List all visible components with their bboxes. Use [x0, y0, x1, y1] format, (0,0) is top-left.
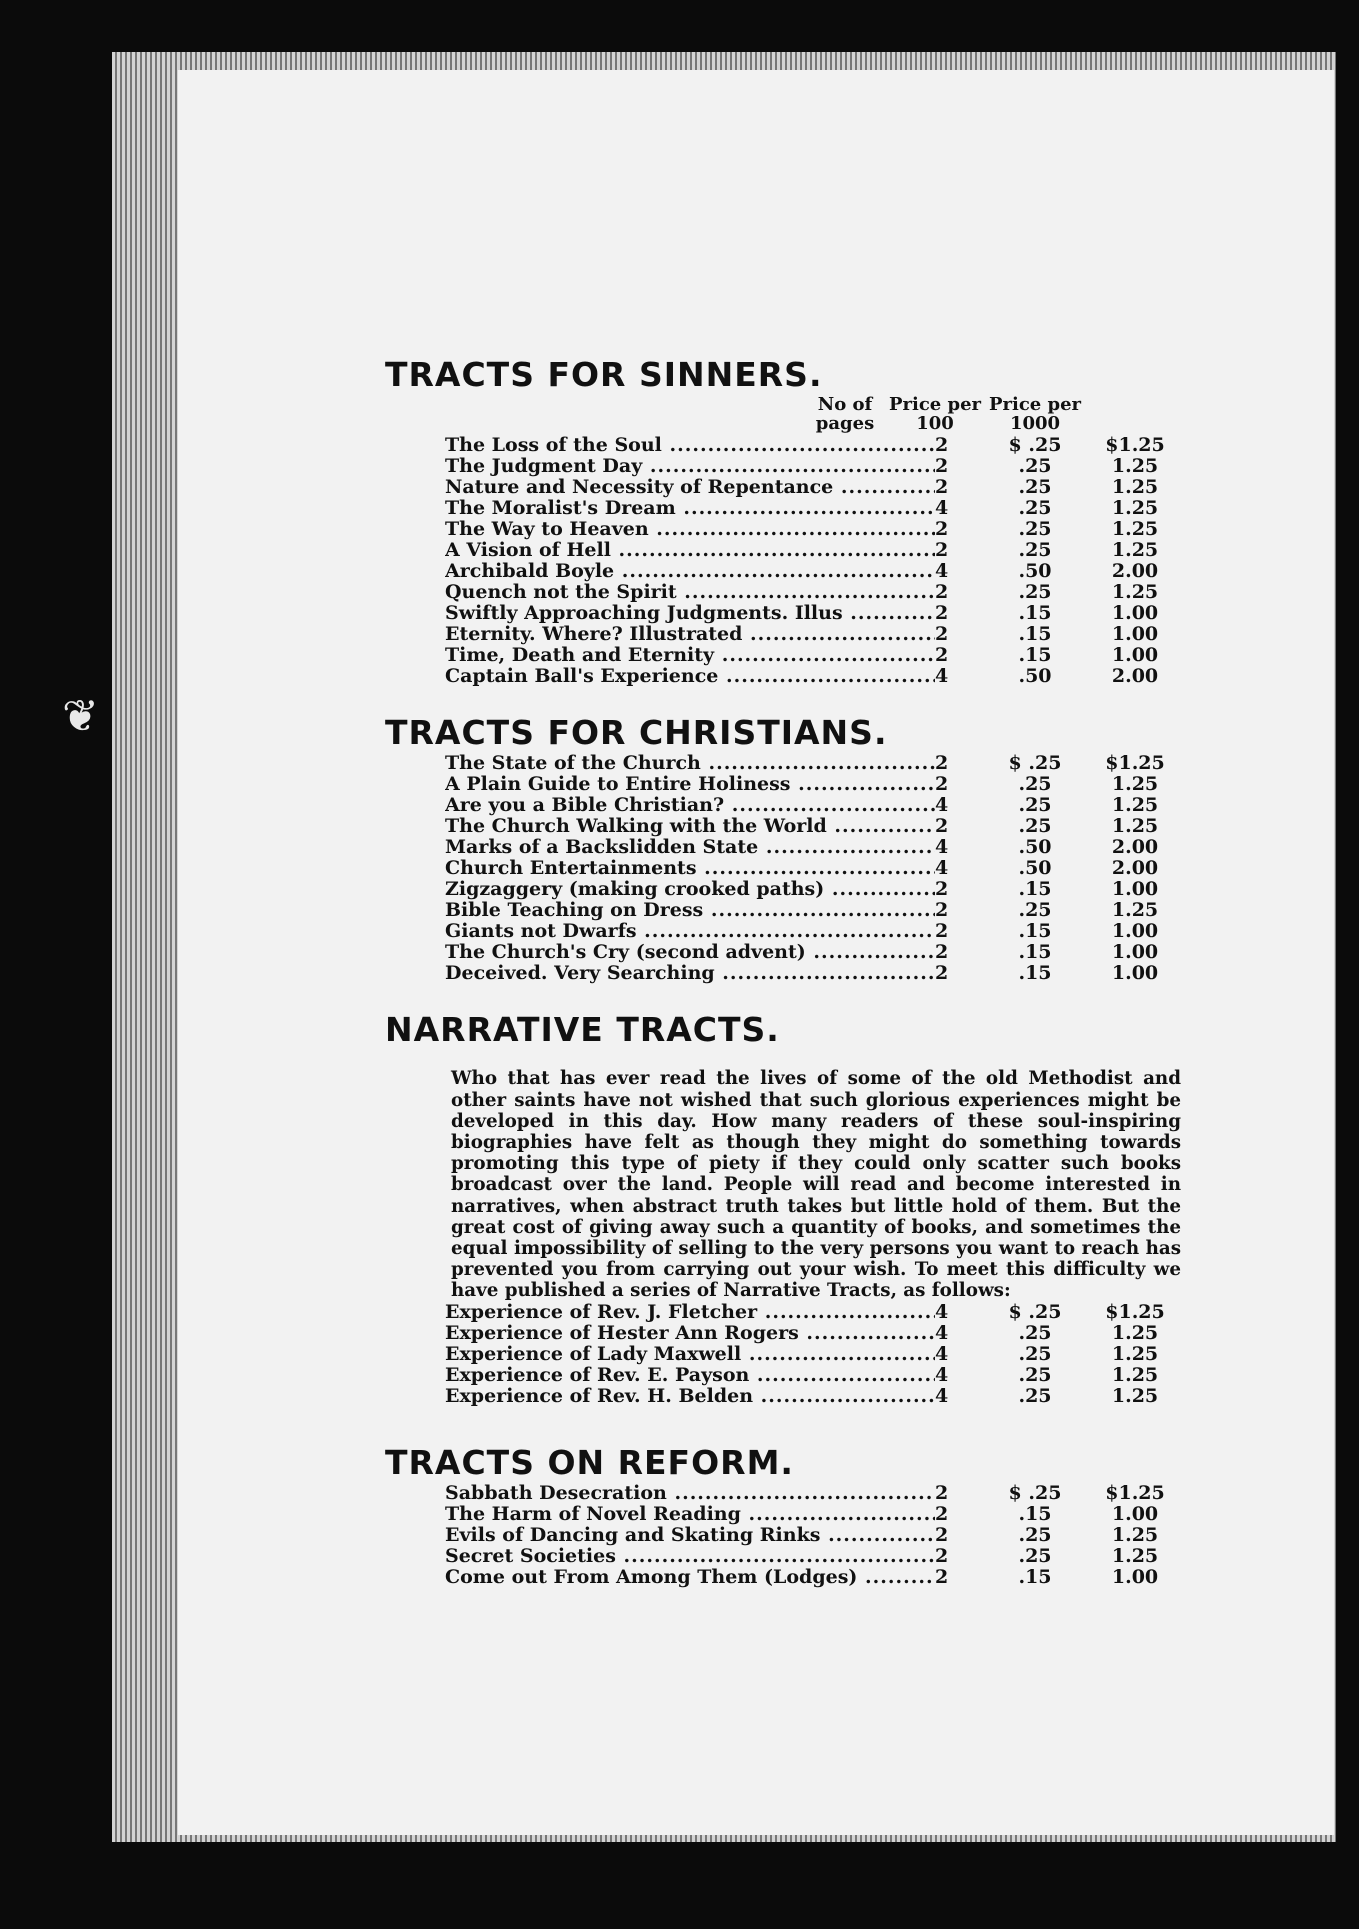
tract-title: Experience of Rev. E. Payson ..... [445, 1365, 935, 1386]
tract-title: Giants not Dwarfs ..... [445, 921, 935, 942]
tract-pages: 2 [935, 920, 949, 942]
price-per-100: .25 [1018, 1384, 1052, 1407]
tract-title: The Moralist's Dream ..... [445, 498, 935, 519]
tract-title: A Vision of Hell ..... [445, 540, 935, 561]
sinners-list [385, 435, 1185, 687]
tract-pages: 2 [935, 581, 949, 603]
price-per-100: .25 [1018, 1363, 1052, 1386]
tract-title: The State of the Church ..... [445, 753, 935, 774]
price-per-1000: 2.00 [1111, 560, 1159, 582]
tract-title: Captain Ball's Experience ..... [445, 666, 935, 687]
narrative-list [385, 1302, 1185, 1407]
tract-title: The Harm of Novel Reading ..... [445, 1504, 935, 1525]
tract-title: Nature and Necessity of Repentance ..... [445, 477, 935, 498]
price-per-1000: 1.25 [1111, 794, 1159, 816]
price-per-1000: 1.25 [1111, 815, 1159, 837]
price-per-100: .15 [1018, 878, 1052, 900]
price-per-100: .25 [1018, 518, 1052, 540]
tract-pages: 4 [935, 1300, 949, 1323]
tract-pages: 2 [935, 602, 949, 624]
tract-pages: 2 [935, 539, 949, 561]
tract-title: Sabbath Desecration ..... [445, 1483, 935, 1504]
tract-pages: 2 [935, 644, 949, 666]
price-per-100: .25 [1018, 581, 1052, 603]
price-per-1000: 1.25 [1111, 1544, 1159, 1567]
tract-row [445, 624, 1185, 645]
tract-row [445, 963, 1185, 984]
tract-title: Swiftly Approaching Judgments. Illus ..... [445, 603, 935, 624]
tract-pages: 2 [935, 941, 949, 963]
col-price100-header: Price per 100 [888, 394, 982, 434]
price-per-1000: 1.25 [1111, 899, 1159, 921]
tract-pages: 4 [935, 497, 949, 519]
tract-pages: 4 [935, 560, 949, 582]
price-per-100: .25 [1018, 455, 1052, 477]
price-per-1000: 1.25 [1111, 1523, 1159, 1546]
price-per-1000: 1.25 [1111, 581, 1159, 603]
price-per-100: $ .25 [1008, 752, 1062, 774]
tract-row [445, 666, 1185, 687]
price-per-100: .50 [1018, 665, 1052, 687]
tract-row [445, 456, 1185, 477]
tract-title: Experience of Rev. H. Belden ..... [445, 1386, 935, 1407]
tract-title: The Loss of the Soul ..... [445, 435, 935, 456]
tract-pages: 2 [935, 962, 949, 984]
tract-row [445, 858, 1185, 879]
tract-pages: 4 [935, 794, 949, 816]
price-per-100: .50 [1018, 836, 1052, 858]
tract-pages: 2 [935, 1544, 949, 1567]
tract-title: The Way to Heaven ..... [445, 519, 935, 540]
tract-pages: 4 [935, 665, 949, 687]
tract-title: The Judgment Day ..... [445, 456, 935, 477]
tract-row [445, 561, 1185, 582]
price-per-1000: 1.25 [1111, 476, 1159, 498]
tract-title: Experience of Hester Ann Rogers ..... [445, 1323, 935, 1344]
price-per-1000: 1.25 [1111, 518, 1159, 540]
tract-title: Time, Death and Eternity ..... [445, 645, 935, 666]
tract-row [445, 879, 1185, 900]
tract-pages: 4 [935, 836, 949, 858]
tract-row [445, 1302, 1185, 1323]
tract-pages: 2 [935, 434, 949, 456]
price-per-100: .15 [1018, 1502, 1052, 1525]
price-per-100: .25 [1018, 1321, 1052, 1344]
tract-row [445, 1365, 1185, 1386]
price-per-1000: 1.00 [1111, 644, 1159, 666]
tract-pages: 4 [935, 1363, 949, 1386]
price-per-100: .25 [1018, 1544, 1052, 1567]
tract-title: Quench not the Spirit ..... [445, 582, 935, 603]
price-per-1000: 1.25 [1111, 1363, 1159, 1386]
col-price1000-header: Price per 1000 [988, 394, 1082, 434]
tract-row [445, 519, 1185, 540]
price-per-1000: $1.25 [1105, 434, 1165, 456]
tract-pages: 2 [935, 773, 949, 795]
tract-title: Evils of Dancing and Skating Rinks ..... [445, 1525, 935, 1546]
tract-row [445, 774, 1185, 795]
tract-title: Archibald Boyle ..... [445, 561, 935, 582]
tract-title: Bible Teaching on Dress ..... [445, 900, 935, 921]
price-per-100: .50 [1018, 857, 1052, 879]
tract-row [445, 1546, 1185, 1567]
price-per-100: $ .25 [1008, 1300, 1062, 1323]
price-per-1000: $1.25 [1105, 1481, 1165, 1504]
col-pages-header: No of pages [815, 394, 875, 434]
price-per-1000: 1.25 [1111, 539, 1159, 561]
price-per-100: .15 [1018, 941, 1052, 963]
price-per-100: .15 [1018, 1565, 1052, 1588]
tract-title: Come out From Among Them (Lodges) ..... [445, 1567, 935, 1588]
tract-pages: 2 [935, 1502, 949, 1525]
reform-list [385, 1483, 1185, 1588]
christians-list [385, 753, 1185, 984]
price-per-1000: 1.25 [1111, 1342, 1159, 1365]
tract-row [445, 816, 1185, 837]
tract-pages: 2 [935, 476, 949, 498]
price-per-100: .50 [1018, 560, 1052, 582]
tract-row [445, 900, 1185, 921]
tract-row [445, 603, 1185, 624]
price-per-100: .15 [1018, 962, 1052, 984]
tract-pages: 2 [935, 518, 949, 540]
tract-row [445, 498, 1185, 519]
tract-title: Experience of Lady Maxwell ..... [445, 1344, 935, 1365]
price-per-1000: 1.00 [1111, 1502, 1159, 1525]
tract-title: Marks of a Backslidden State ..... [445, 837, 935, 858]
price-per-100: .15 [1018, 602, 1052, 624]
tract-pages: 2 [935, 752, 949, 774]
tract-pages: 2 [935, 1565, 949, 1588]
section-heading-narrative: NARRATIVE TRACTS. [385, 1010, 780, 1049]
tract-row [445, 1483, 1185, 1504]
tract-title: Experience of Rev. J. Fletcher ..... [445, 1302, 935, 1323]
tract-price-list [385, 355, 1185, 1588]
price-per-1000: 1.00 [1111, 941, 1159, 963]
section-heading-reform: TRACTS ON REFORM. [385, 1442, 794, 1482]
price-per-100: .25 [1018, 794, 1052, 816]
tract-pages: 4 [935, 857, 949, 879]
price-per-100: .25 [1018, 815, 1052, 837]
tract-row [445, 582, 1185, 603]
tract-title: Zigzaggery (making crooked paths) ..... [445, 879, 935, 900]
tract-pages: 2 [935, 878, 949, 900]
tract-row [445, 921, 1185, 942]
tract-pages: 4 [935, 1384, 949, 1407]
price-per-1000: 1.25 [1111, 1321, 1159, 1344]
tract-pages: 2 [935, 455, 949, 477]
price-per-1000: 1.25 [1111, 773, 1159, 795]
tract-title: The Church Walking with the World ..... [445, 816, 935, 837]
price-per-1000: 1.25 [1111, 497, 1159, 519]
tract-pages: 4 [935, 1321, 949, 1344]
tract-row [445, 1386, 1185, 1407]
tract-title: Are you a Bible Christian? ..... [445, 795, 935, 816]
tract-row [445, 540, 1185, 561]
tract-pages: 4 [935, 1342, 949, 1365]
tract-row [445, 1567, 1185, 1588]
price-per-1000: 2.00 [1111, 836, 1159, 858]
tract-row [445, 1323, 1185, 1344]
tract-row [445, 1344, 1185, 1365]
price-per-100: .15 [1018, 623, 1052, 645]
price-per-1000: $1.25 [1105, 1300, 1165, 1323]
tract-title: Church Entertainments ..... [445, 858, 935, 879]
tract-title: Eternity. Where? Illustrated ..... [445, 624, 935, 645]
price-per-1000: 1.00 [1111, 1565, 1159, 1588]
tract-row [445, 942, 1185, 963]
price-per-1000: $1.25 [1105, 752, 1165, 774]
price-per-100: $ .25 [1008, 1481, 1062, 1504]
tract-title: Deceived. Very Searching ..... [445, 963, 935, 984]
tract-pages: 2 [935, 899, 949, 921]
tract-row [445, 795, 1185, 816]
price-per-1000: 1.25 [1111, 1384, 1159, 1407]
price-per-100: .25 [1018, 1342, 1052, 1365]
price-per-1000: 1.00 [1111, 623, 1159, 645]
tract-title: The Church's Cry (second advent) ..... [445, 942, 935, 963]
tract-row [445, 435, 1185, 456]
column-headers [445, 395, 1185, 435]
tract-pages: 2 [935, 623, 949, 645]
price-per-100: $ .25 [1008, 434, 1062, 456]
price-per-1000: 1.25 [1111, 455, 1159, 477]
price-per-100: .25 [1018, 497, 1052, 519]
tract-row [445, 645, 1185, 666]
price-per-100: .25 [1018, 539, 1052, 561]
tract-title: Secret Societies ..... [445, 1546, 935, 1567]
price-per-1000: 1.00 [1111, 602, 1159, 624]
price-per-100: .25 [1018, 899, 1052, 921]
price-per-100: .25 [1018, 1523, 1052, 1546]
price-per-1000: 1.00 [1111, 920, 1159, 942]
tract-pages: 2 [935, 815, 949, 837]
tract-pages: 2 [935, 1523, 949, 1546]
tract-pages: 2 [935, 1481, 949, 1504]
price-per-100: .25 [1018, 476, 1052, 498]
price-per-100: .15 [1018, 644, 1052, 666]
price-per-100: .25 [1018, 773, 1052, 795]
tract-row [445, 1504, 1185, 1525]
tract-row [445, 1525, 1185, 1546]
section-heading-sinners: TRACTS FOR SINNERS. [385, 355, 823, 394]
section-heading-christians: TRACTS FOR CHRISTIANS. [385, 713, 888, 752]
tract-row [445, 477, 1185, 498]
price-per-1000: 1.00 [1111, 878, 1159, 900]
price-per-1000: 1.00 [1111, 962, 1159, 984]
tract-row [445, 753, 1185, 774]
binding-clip-mark: ❦ [62, 691, 99, 742]
narrative-intro-paragraph: Who that has ever read the lives of some of the old Methodist and other saints have not wished that such glorious experiences might be developed in this day. How many readers of these soul-inspiring biographies have felt as though they might do something towards promoting this type of piety if they could only scatter such books broadcast over the land. People will read and become interested in narratives, when abstract truth takes but little hold of them. But the great cost of giving away such a quantity of books, and sometimes the equal impossibility of selling to the very persons you want to reach has prevented you from carrying out your wish. To meet this difficulty we have published a series of Narrative Tracts, as follows: [451, 1068, 1181, 1302]
price-per-1000: 2.00 [1111, 665, 1159, 687]
tract-title: A Plain Guide to Entire Holiness ..... [445, 774, 935, 795]
price-per-100: .15 [1018, 920, 1052, 942]
tract-row [445, 837, 1185, 858]
price-per-1000: 2.00 [1111, 857, 1159, 879]
